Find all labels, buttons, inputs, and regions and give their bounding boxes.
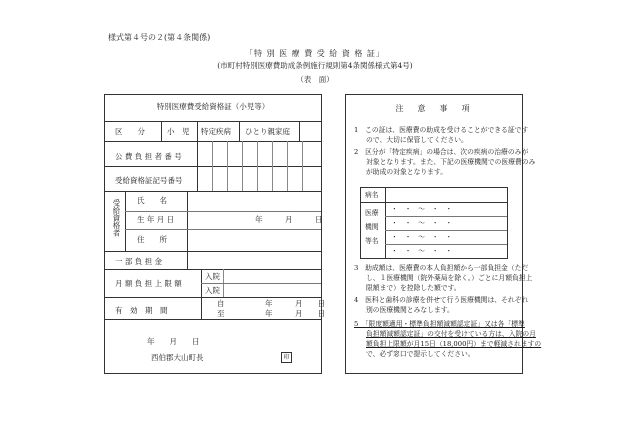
notice-item-3-line-2: し、１医療機関（院外薬局を除く。）ごとに月額負担上: [366, 274, 533, 282]
divider: [361, 202, 507, 203]
divider: [105, 191, 321, 192]
notice-item-3-line-1: 3 助成額は、医療費の本人負担額から一部負担金（ただ: [354, 264, 529, 272]
birth-label: 生 年 月 日: [137, 215, 175, 224]
category-child: 小 児: [167, 127, 190, 136]
form-number: 様式第４号の２(第４条関係): [108, 33, 211, 42]
divider: [385, 216, 507, 217]
notice-item-2-line-1: 2 区分が「特定疾病」の場合は、次の疾病の治療のみが: [354, 148, 529, 156]
validity-from-value: 年 月 日: [265, 299, 325, 308]
notice-item-2-line-3: が助成の対象となります。: [366, 168, 448, 176]
digit-cell-line: [272, 141, 273, 166]
divider: [105, 319, 321, 320]
notice-item-3-line-3: 限額まで）を控除した額です。: [366, 284, 461, 292]
document-subtitle: (市町村特別医療費助成条例施行規則第4条関係様式第4号): [217, 61, 413, 70]
category-single-parent: ひとり親家庭: [245, 127, 290, 136]
divider: [385, 244, 507, 245]
digit-cell-line: [287, 141, 288, 166]
recipient-group-label: 受給資格者: [112, 199, 121, 237]
table-institution-label-1: 医療: [365, 209, 379, 217]
validity-label: 有 効 期 間: [115, 306, 168, 315]
monthly-limit-label: 月 額 負 担 上 限 額: [115, 279, 182, 288]
digit-cell-line: [212, 166, 213, 191]
digit-cell-line: [212, 141, 213, 166]
seal-stamp: 印: [281, 352, 292, 363]
digit-cell-line: [242, 166, 243, 191]
table-institution-label-3: 等名: [365, 237, 379, 245]
divider: [161, 121, 162, 141]
certificate-title: 特別医療費受給資格証（小児等）: [156, 102, 270, 111]
outpatient-label: 入院: [205, 286, 220, 295]
notice-item-5-line-4: で、必ず窓口で提示してください。: [366, 350, 475, 358]
table-institution-label-2: 機関: [365, 223, 379, 231]
copay-label: 一 部 負 担 金: [115, 257, 163, 266]
inpatient-label: 入院: [205, 272, 220, 281]
digit-cell-line: [227, 141, 228, 166]
validity-from-label: 自: [217, 299, 225, 308]
divider: [125, 211, 321, 212]
divider: [187, 251, 188, 269]
divider: [105, 251, 321, 252]
divider: [125, 191, 126, 251]
divider: [385, 230, 507, 231]
address-label: 住 所: [137, 235, 167, 244]
divider: [105, 141, 321, 142]
validity-to-value: 年 月 日: [265, 309, 325, 318]
document-title: 「特 別 医 療 費 受 給 資 格 証」: [245, 49, 385, 58]
notice-item-1-line-1: 1 この証は、医療費の助成を受けることができる証です: [354, 126, 529, 134]
payer-number-label: 公 費 負 担 者 番 号: [115, 152, 182, 161]
digit-cell-line: [227, 166, 228, 191]
divider: [105, 269, 321, 270]
notice-title: 注 意 事 項: [395, 104, 473, 113]
digit-cell-line: [257, 166, 258, 191]
digit-cell-line: [257, 141, 258, 166]
digit-cell-line: [302, 141, 303, 166]
divider: [385, 188, 386, 258]
digit-cell-line: [242, 141, 243, 166]
divider: [105, 121, 321, 122]
digit-cell-line: [302, 166, 303, 191]
validity-to-label: 至: [217, 309, 225, 318]
notice-item-1-line-2: ので、大切に保管してください。: [366, 136, 468, 144]
category-specific-disease: 特定疾病: [201, 127, 231, 136]
name-label: 氏 名: [137, 196, 167, 205]
table-row: ・ ・ ～ ・ ・: [391, 233, 453, 241]
table-disease-label: 病名: [365, 191, 379, 199]
divider: [197, 121, 198, 141]
recipient-number-label: 受給資格証記号番号: [115, 176, 183, 185]
digit-cell-line: [272, 166, 273, 191]
notice-item-2-line-2: 対象となります。また、下記の医療機関での医療費のみ: [366, 158, 536, 166]
certificate-panel: [104, 94, 325, 374]
divider: [105, 297, 321, 298]
notice-item-5-line-2: 負担額減額認定証」の交付を受けている方は、入院の月: [366, 330, 536, 338]
disease-institution-table: [360, 187, 508, 259]
divider: [187, 191, 188, 251]
notice-item-4-line-2: 別の医療機関とみなします。: [366, 306, 454, 314]
digit-cell-line: [287, 166, 288, 191]
divider: [125, 229, 321, 230]
notice-item-5-line-3: 額負担上限額が月15日（18,000円）まで軽減されますの: [366, 340, 542, 348]
issuer-name: 西伯郡大山町長: [151, 353, 204, 362]
notice-panel: [345, 94, 542, 374]
notice-item-4-line-1: 4 医科と歯科の診療を併せて行う医療機関は、それぞれ: [354, 296, 529, 304]
birth-value: 年 月 日: [255, 215, 323, 224]
table-row: ・ ・ ～ ・ ・: [391, 219, 453, 227]
notice-item-5-line-1: 5 「限度額適用・標準負担額減額認定証」又は各「標準: [354, 320, 525, 328]
divider: [201, 283, 321, 284]
issue-date: 年 月 日: [147, 337, 200, 346]
table-row: ・ ・ ～ ・ ・: [391, 247, 453, 255]
divider: [299, 121, 300, 141]
category-label: 区 分: [115, 127, 145, 136]
document-side: （表 面）: [296, 75, 334, 84]
divider: [105, 166, 321, 167]
divider: [239, 121, 240, 141]
divider: [201, 297, 202, 319]
table-row: ・ ・ ～ ・ ・: [391, 205, 453, 213]
